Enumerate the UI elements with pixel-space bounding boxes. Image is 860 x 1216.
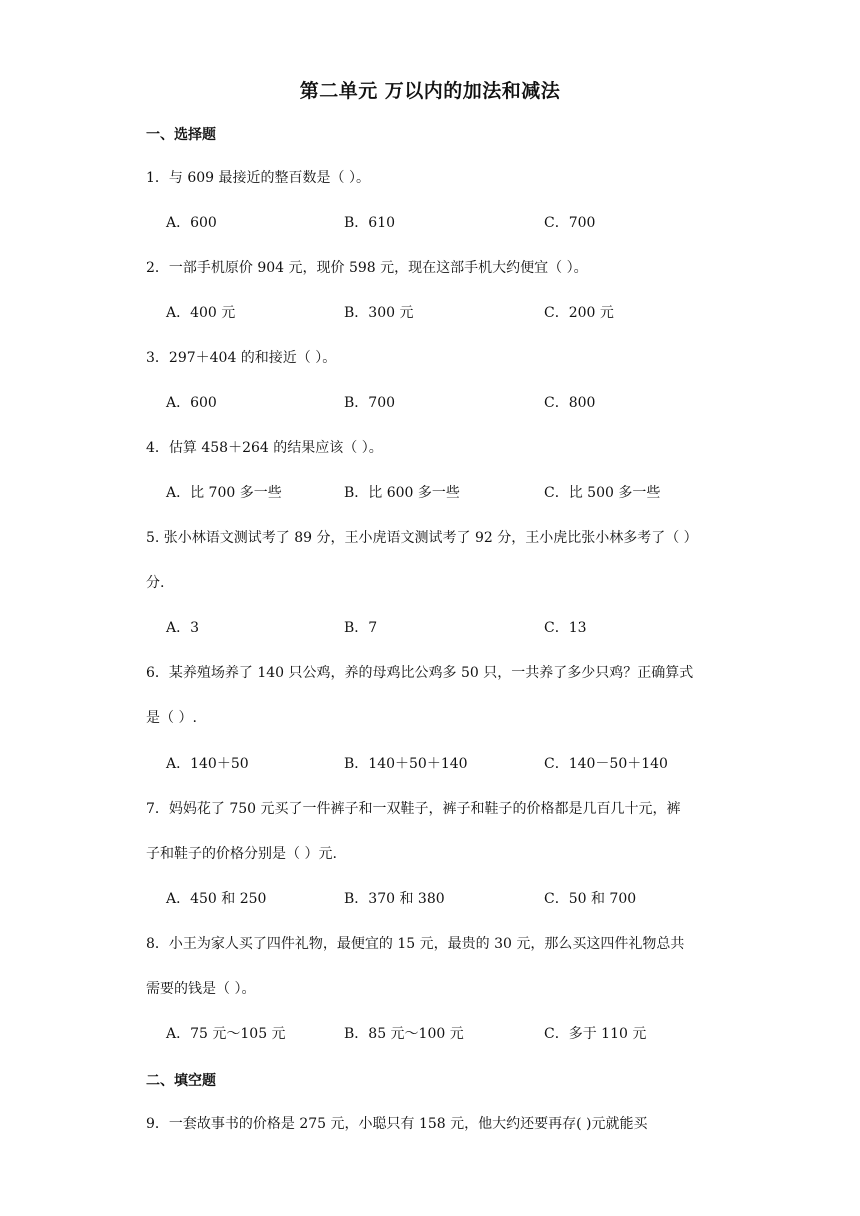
question-7-text-line-2: 子和鞋子的价格分别是（ ）元. xyxy=(146,846,337,862)
question-4-option-c: C．比 500 多一些 xyxy=(544,485,661,501)
page-title: 第二单元 万以内的加法和减法 xyxy=(299,80,561,102)
question-1-option-b: B．610 xyxy=(344,215,396,231)
question-6-option-c: C．140－50＋140 xyxy=(544,756,668,772)
question-1-option-c: C．700 xyxy=(544,215,596,231)
question-6-option-a: A．140＋50 xyxy=(166,756,249,772)
question-5-text-line-1: 5. 张小林语文测试考了 89 分，王小虎语文测试考了 92 分，王小虎比张小林多考了（ ） xyxy=(146,530,698,546)
question-3-option-a: A．600 xyxy=(166,395,217,411)
question-2-text: 2．一部手机原价 904 元，现价 598 元，现在这部手机大约便宜（ ）。 xyxy=(146,260,588,276)
question-4-text: 4．估算 458＋264 的结果应该（ ）。 xyxy=(146,440,383,456)
question-5-text-line-2: 分. xyxy=(146,575,165,591)
question-2-option-b: B．300 元 xyxy=(344,305,414,321)
question-6-text-line-1: 6．某养殖场养了 140 只公鸡，养的母鸡比公鸡多 50 只，一共养了多少只鸡？正确算式 xyxy=(146,665,694,681)
question-3-text: 3．297＋404 的和接近（ ）。 xyxy=(146,350,337,366)
question-8-option-c: C．多于 110 元 xyxy=(544,1026,647,1042)
question-5-option-a: A．3 xyxy=(166,620,200,636)
question-8-text-line-2: 需要的钱是（ ）。 xyxy=(146,981,256,997)
question-5-option-b: B．7 xyxy=(344,620,378,636)
question-4-option-a: A．比 700 多一些 xyxy=(166,485,282,501)
question-1-option-a: A．600 xyxy=(166,215,217,231)
question-8-option-b: B．85 元～100 元 xyxy=(344,1026,464,1042)
question-6-text-line-2: 是（ ）. xyxy=(146,710,197,726)
question-7-option-c: C．50 和 700 xyxy=(544,891,637,907)
question-6-option-b: B．140＋50＋140 xyxy=(344,756,468,772)
question-5-option-c: C．13 xyxy=(544,620,587,636)
question-3-option-b: B．700 xyxy=(344,395,396,411)
question-8-option-a: A．75 元～105 元 xyxy=(166,1026,286,1042)
section-heading-fill: 二、填空题 xyxy=(146,1073,216,1089)
question-7-option-a: A．450 和 250 xyxy=(166,891,267,907)
question-8-text-line-1: 8．小王为家人买了四件礼物，最便宜的 15 元，最贵的 30 元，那么买这四件礼物总共 xyxy=(146,936,685,952)
question-3-option-c: C．800 xyxy=(544,395,596,411)
question-2-option-a: A．400 元 xyxy=(166,305,236,321)
question-4-option-b: B．比 600 多一些 xyxy=(344,485,460,501)
question-1-text: 1．与 609 最接近的整百数是（ ）。 xyxy=(146,170,370,186)
question-2-option-c: C．200 元 xyxy=(544,305,614,321)
section-heading-choice: 一、选择题 xyxy=(146,127,216,143)
question-7-option-b: B．370 和 380 xyxy=(344,891,445,907)
question-7-text-line-1: 7．妈妈花了 750 元买了一件裤子和一双鞋子，裤子和鞋子的价格都是几百几十元，裤 xyxy=(146,801,681,817)
question-9-text: 9．一套故事书的价格是 275 元，小聪只有 158 元，他大约还要再存( )元就能买 xyxy=(146,1116,648,1132)
